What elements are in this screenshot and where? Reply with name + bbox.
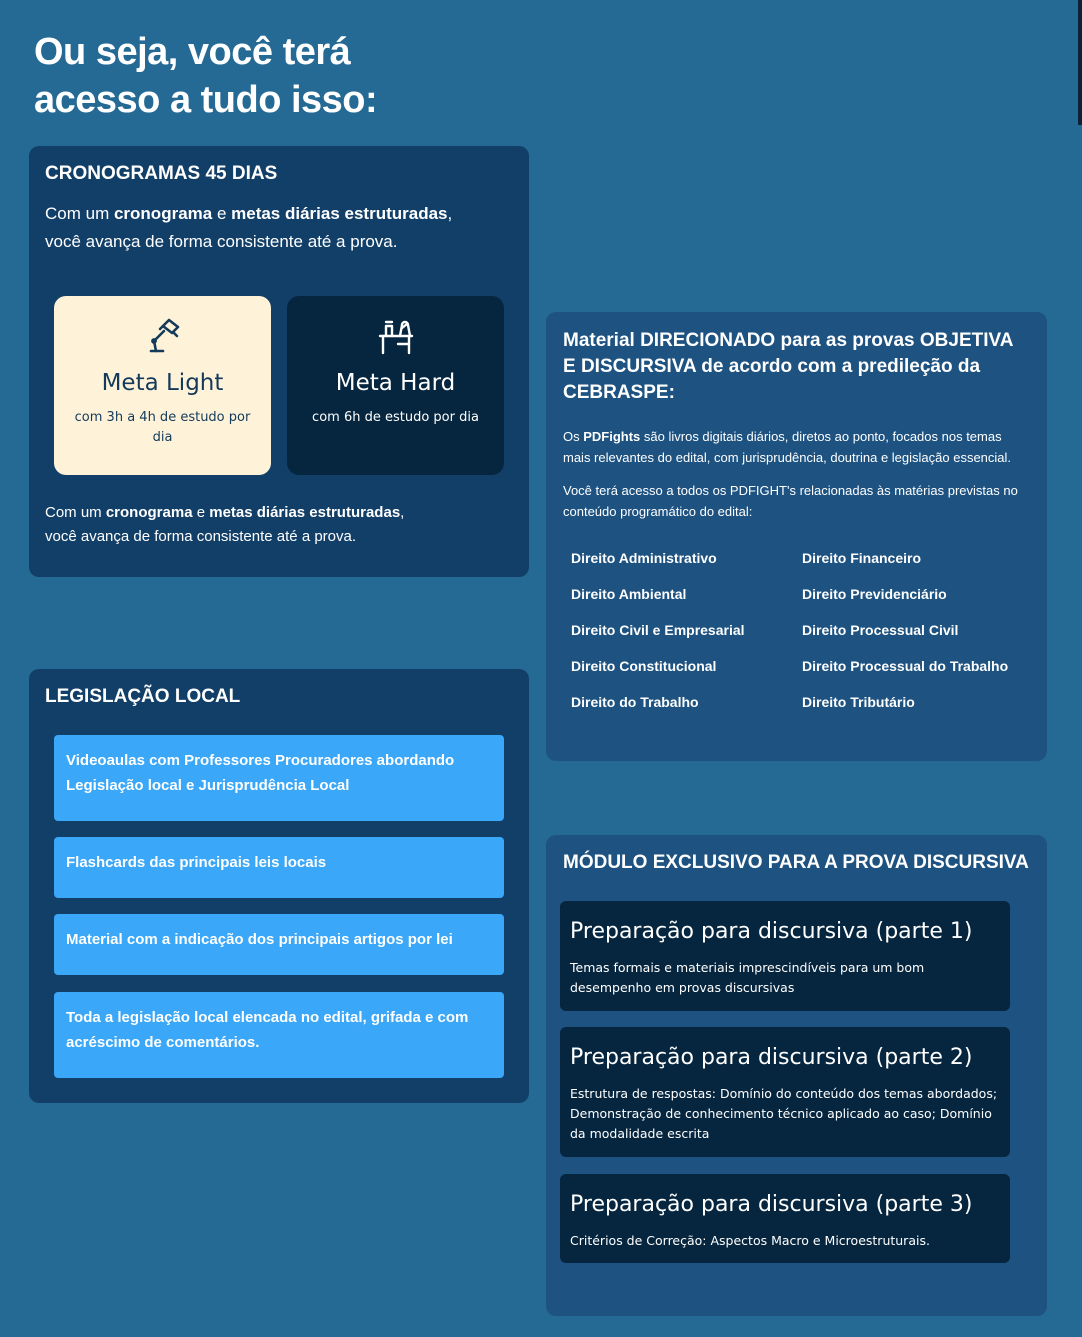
disciplina-item: Direito Previdenciário xyxy=(802,586,947,602)
cronogramas-title: CRONOGRAMAS 45 DIAS xyxy=(45,163,278,184)
discursiva-part-2-title: Preparação para discursiva (parte 2) xyxy=(570,1045,973,1070)
meta-light-card[interactable] xyxy=(54,296,271,475)
disciplina-item: Direito do Trabalho xyxy=(571,694,699,710)
material-card xyxy=(546,312,1047,761)
disciplina-item: Direito Processual do Trabalho xyxy=(802,658,1009,674)
legislacao-item-artigos: Material com a indicação dos principais artigos por lei xyxy=(54,914,504,975)
disciplina-item: Direito Civil e Empresarial xyxy=(571,622,745,638)
cronogramas-card xyxy=(29,146,529,577)
cronogramas-lead xyxy=(45,200,513,256)
legislacao-item-legislacao: Toda a legislação local elencada no edital, grifada e com acréscimo de comentários. xyxy=(54,992,504,1078)
bottom-text: Com um xyxy=(45,504,106,521)
bottom-text: , xyxy=(400,504,405,521)
disciplina-item: Direito Financeiro xyxy=(802,550,922,566)
page-headline xyxy=(34,28,377,124)
disciplina-item: Direito Constitucional xyxy=(571,658,717,674)
disciplinas-list xyxy=(571,548,1031,712)
para-text: Os xyxy=(563,429,584,444)
lead-text: , xyxy=(447,204,453,223)
scrollbar-edge[interactable] xyxy=(1078,0,1082,125)
bottom-bold-metas: metas diárias estruturadas xyxy=(209,504,401,521)
meta-hard-card[interactable] xyxy=(287,296,504,475)
metas-group xyxy=(54,296,504,475)
meta-light-subtitle: com 3h a 4h de estudo por dia xyxy=(74,410,251,445)
cronogramas-bottom-text xyxy=(45,501,404,549)
disciplina-item: Direito Administrativo xyxy=(571,550,717,566)
discursiva-part-3-title: Preparação para discursiva (parte 3) xyxy=(570,1192,973,1217)
material-paragraph-2: Você terá acesso a todos os PDFIGHT's relacionadas às matérias previstas no conteúdo programático do edital: xyxy=(563,483,1018,519)
lead-text: e xyxy=(212,204,232,223)
discursiva-part-3-desc: Critérios de Correção: Aspectos Macro e Microestruturais. xyxy=(570,1233,930,1248)
discursiva-part-2-desc: Estrutura de respostas: Domínio do conteúdo dos temas abordados; Demonstração de conhecimento técnico aplicado ao caso; Domínio da modalidade escrita xyxy=(570,1086,998,1141)
para-text: são livros digitais diários, diretos ao ponto, focados nos temas mais relevantes do edital, com jurisprudência, doutrina e legislação essencial. xyxy=(563,429,1012,465)
discursiva-part-1-desc: Temas formais e materiais imprescindíveis para um bom desempenho em provas discursivas xyxy=(570,960,925,995)
headline-line-1: Ou seja, você terá xyxy=(34,31,351,73)
material-paragraph-1 xyxy=(563,426,1030,468)
desk-icon xyxy=(376,316,416,356)
meta-hard-subtitle: com 6h de estudo por dia xyxy=(312,410,479,425)
discursiva-part-2 xyxy=(560,1027,1010,1157)
bottom-text: e xyxy=(192,504,210,521)
pdfights-bold: PDFights xyxy=(583,429,641,444)
legislacao-title: LEGISLAÇÃO LOCAL xyxy=(45,686,241,707)
disciplina-item: Direito Processual Civil xyxy=(802,622,959,638)
meta-light-title: Meta Light xyxy=(101,370,224,396)
bottom-line-2: você avança de forma consistente até a prova. xyxy=(45,528,357,545)
disciplina-item: Direito Ambiental xyxy=(571,586,687,602)
meta-hard-title: Meta Hard xyxy=(335,370,456,396)
lead-bold-cronograma: cronograma xyxy=(113,204,213,223)
bottom-bold-cronograma: cronograma xyxy=(105,504,193,521)
lead-bold-metas: metas diárias estruturadas xyxy=(231,204,448,223)
headline-line-2: acesso a tudo isso: xyxy=(34,79,378,121)
legislacao-item-videoaulas: Videoaulas com Professores Procuradores abordando Legislação local e Jurisprudência Local xyxy=(54,735,504,821)
modulo-card xyxy=(546,835,1047,1316)
disciplina-item: Direito Tributário xyxy=(802,694,915,710)
lead-line-2: você avança de forma consistente até a prova. xyxy=(45,232,398,251)
lamp-icon xyxy=(143,316,183,356)
material-title: Material DIRECIONADO para as provas OBJETIVA E DISCURSIVA de acordo com a predileção da CEBRASPE: xyxy=(563,330,1013,403)
legislacao-item-flashcards: Flashcards das principais leis locais xyxy=(54,837,504,898)
legislacao-card xyxy=(29,669,529,1103)
lead-text: Com um xyxy=(45,204,114,223)
discursiva-part-1 xyxy=(560,901,1010,1011)
discursiva-part-1-title: Preparação para discursiva (parte 1) xyxy=(570,919,973,944)
discursiva-part-3 xyxy=(560,1174,1010,1263)
modulo-title: MÓDULO EXCLUSIVO PARA A PROVA DISCURSIVA xyxy=(563,852,1029,873)
